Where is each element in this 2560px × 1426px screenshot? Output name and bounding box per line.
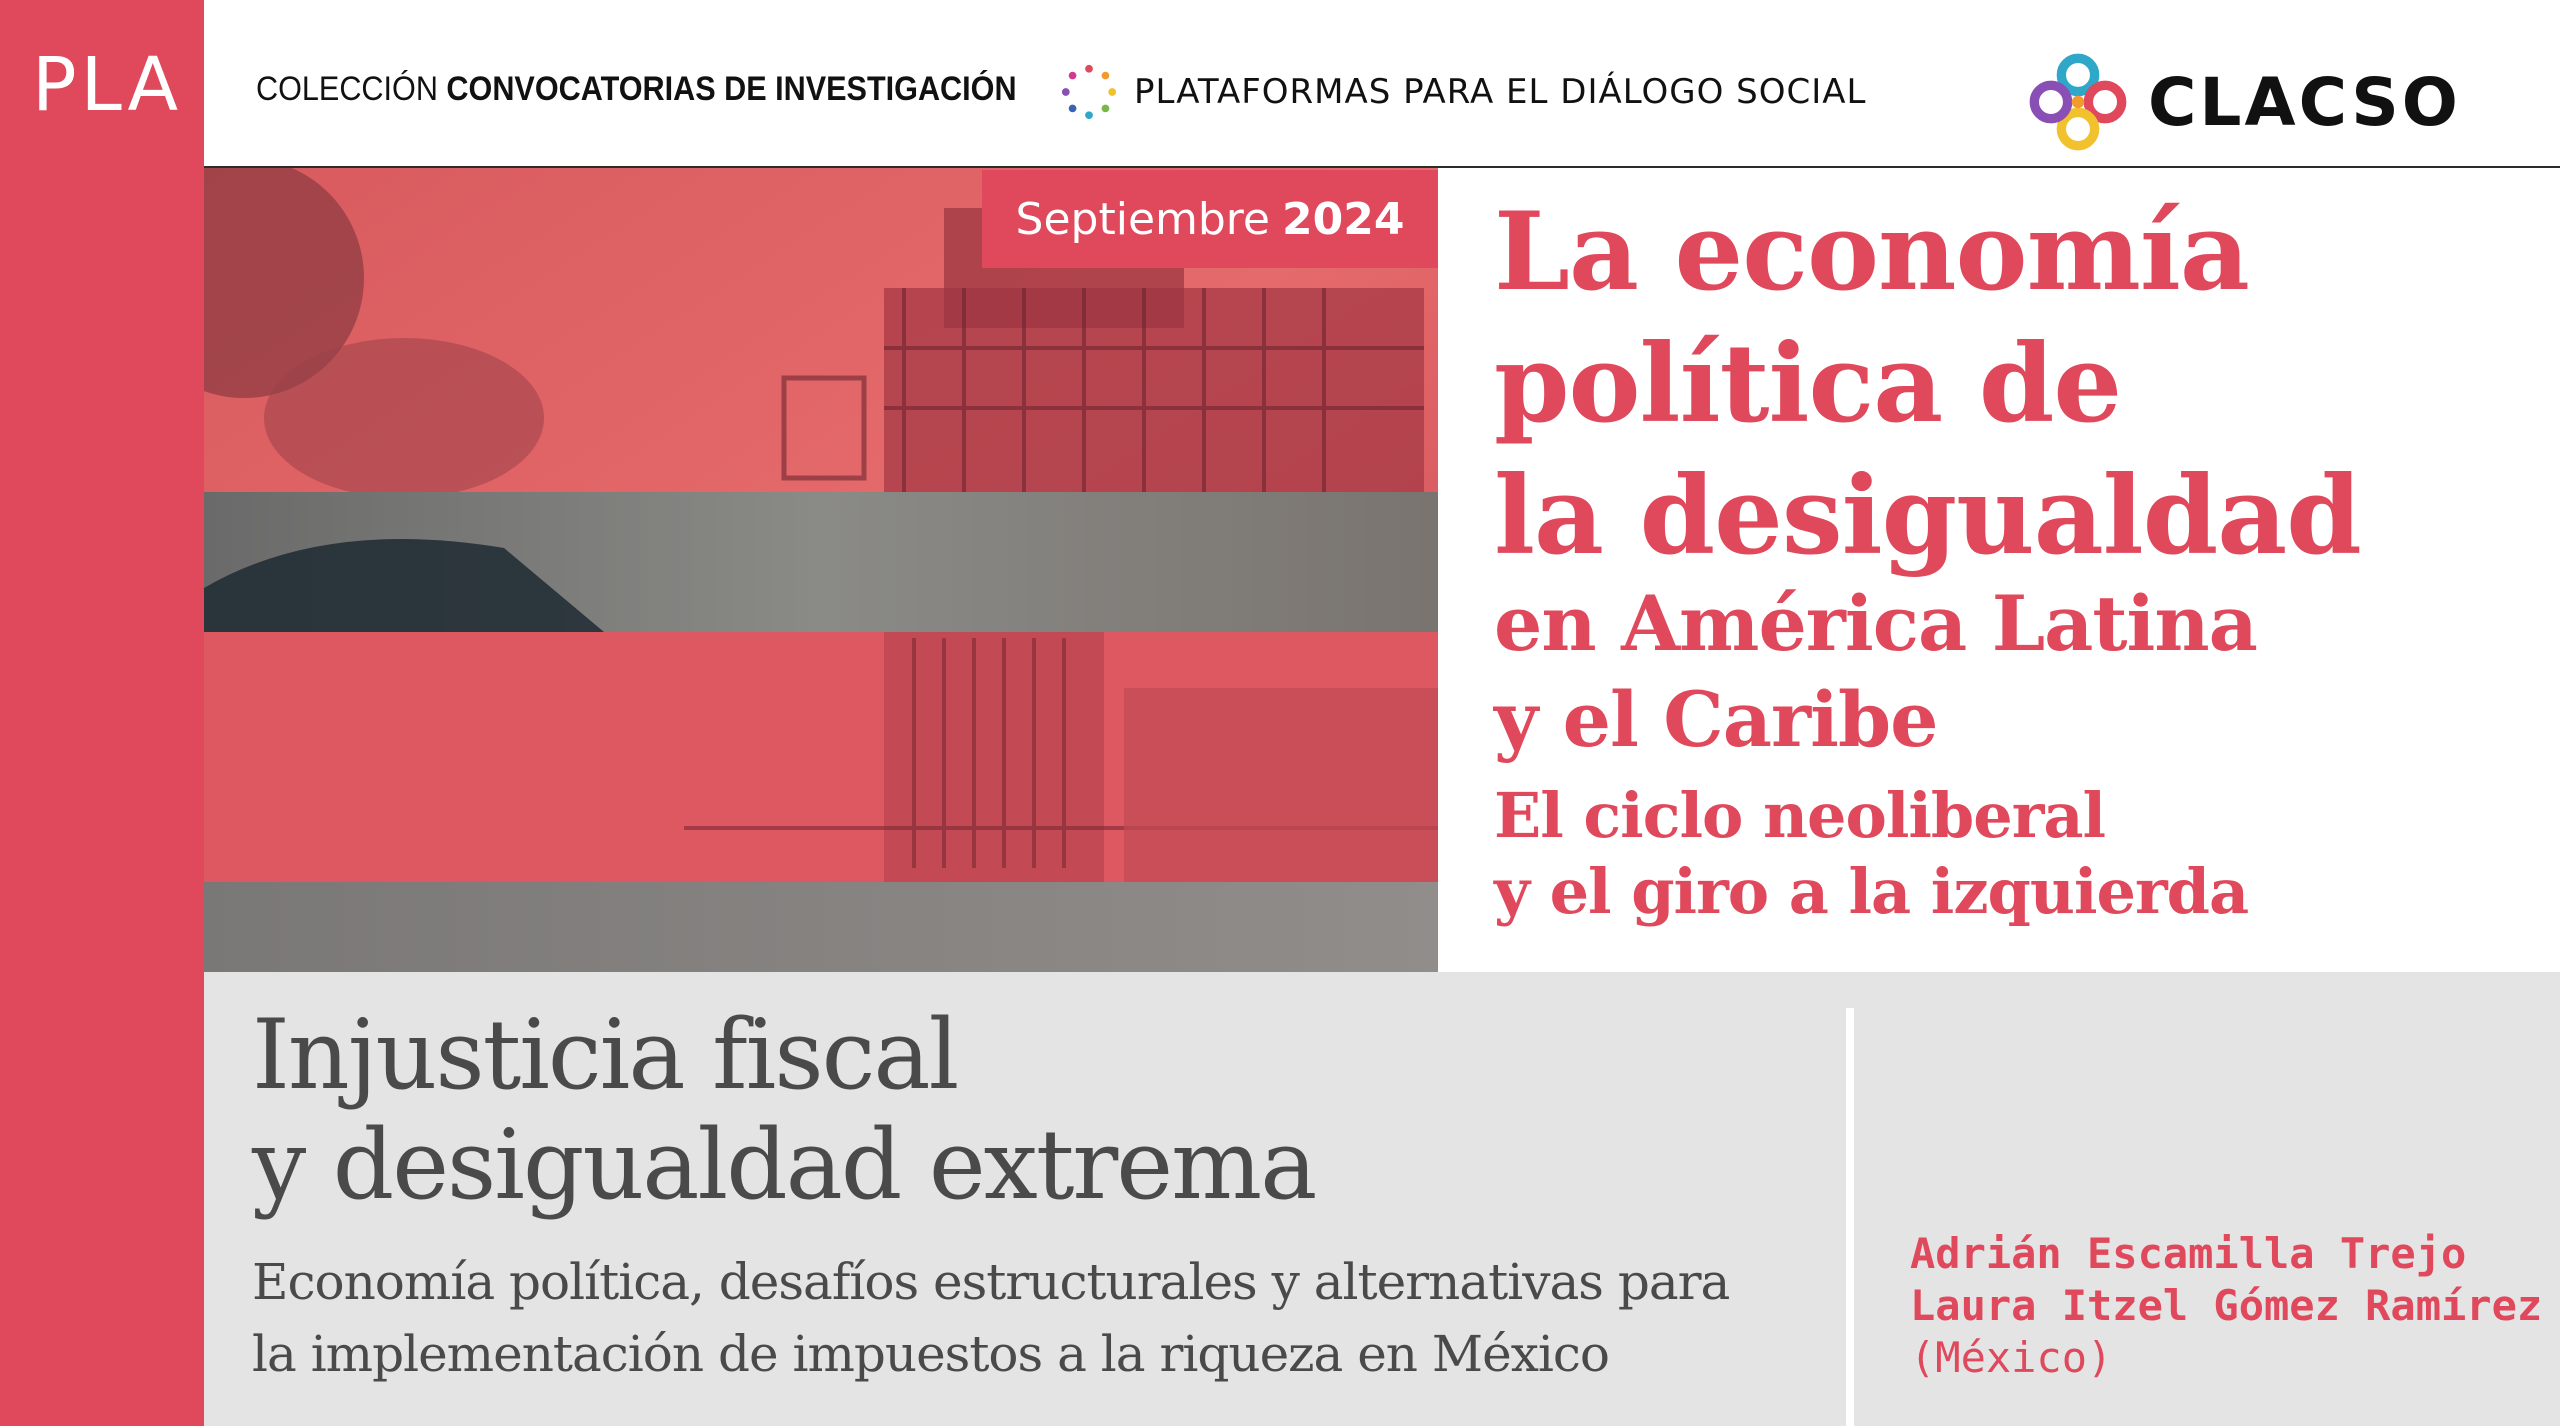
main-title-line: La economía [1494, 189, 2249, 315]
collection-name: CONVOCATORIAS DE INVESTIGACIÓN [446, 70, 1017, 108]
clacso-logo [2026, 50, 2461, 154]
work-title [252, 1000, 1315, 1220]
main-title [1494, 186, 2534, 582]
collection-label [256, 70, 1017, 109]
main-title-line: la desigualdad [1494, 453, 2361, 579]
publisher-name: CLACSO [2148, 63, 2461, 141]
author-name: Laura Itzel Gómez Ramírez [1910, 1281, 2543, 1330]
plataformas-label [1060, 62, 1866, 122]
sidebar-band [0, 0, 204, 1426]
work-subtitle-line: Economía política, desafíos estructurales y alternativas para [252, 1253, 1730, 1311]
work-title-line: y desigualdad extrema [252, 1109, 1316, 1221]
author-country: (México) [1910, 1333, 2113, 1382]
author-name: Adrián Escamilla Trejo [1910, 1229, 2467, 1278]
cover-subtitle [1494, 778, 2534, 930]
authors-block [1910, 1228, 2542, 1384]
region-line: y el Caribe [1494, 675, 1938, 764]
date-badge [982, 170, 1438, 268]
work-subtitle-line: la implementación de impuestos a la riqueza en México [252, 1325, 1609, 1383]
cover-photo [204, 168, 1438, 972]
panel-divider [1846, 1008, 1854, 1426]
region-line: en América Latina [1494, 579, 2257, 668]
date-year: 2024 [1282, 193, 1405, 245]
header-bar [204, 0, 2560, 168]
clacso-knot-icon [2026, 50, 2130, 154]
cover-subtitle-line: El ciclo neoliberal [1494, 779, 2106, 852]
collection-abbrev: PLA [32, 42, 183, 128]
date-month: Septiembre [1015, 193, 1270, 245]
main-title-line: política de [1494, 321, 2122, 447]
cover-title-block [1494, 186, 2534, 930]
work-title-line: Injusticia fiscal [252, 999, 958, 1111]
collection-prefix: COLECCIÓN [256, 70, 438, 108]
plataformas-text: PLATAFORMAS PARA EL DIÁLOGO SOCIAL [1134, 72, 1867, 112]
region-title [1494, 576, 2534, 768]
work-subtitle [252, 1246, 1729, 1390]
dots-circle-icon [1060, 63, 1118, 121]
cover-subtitle-line: y el giro a la izquierda [1494, 855, 2249, 928]
